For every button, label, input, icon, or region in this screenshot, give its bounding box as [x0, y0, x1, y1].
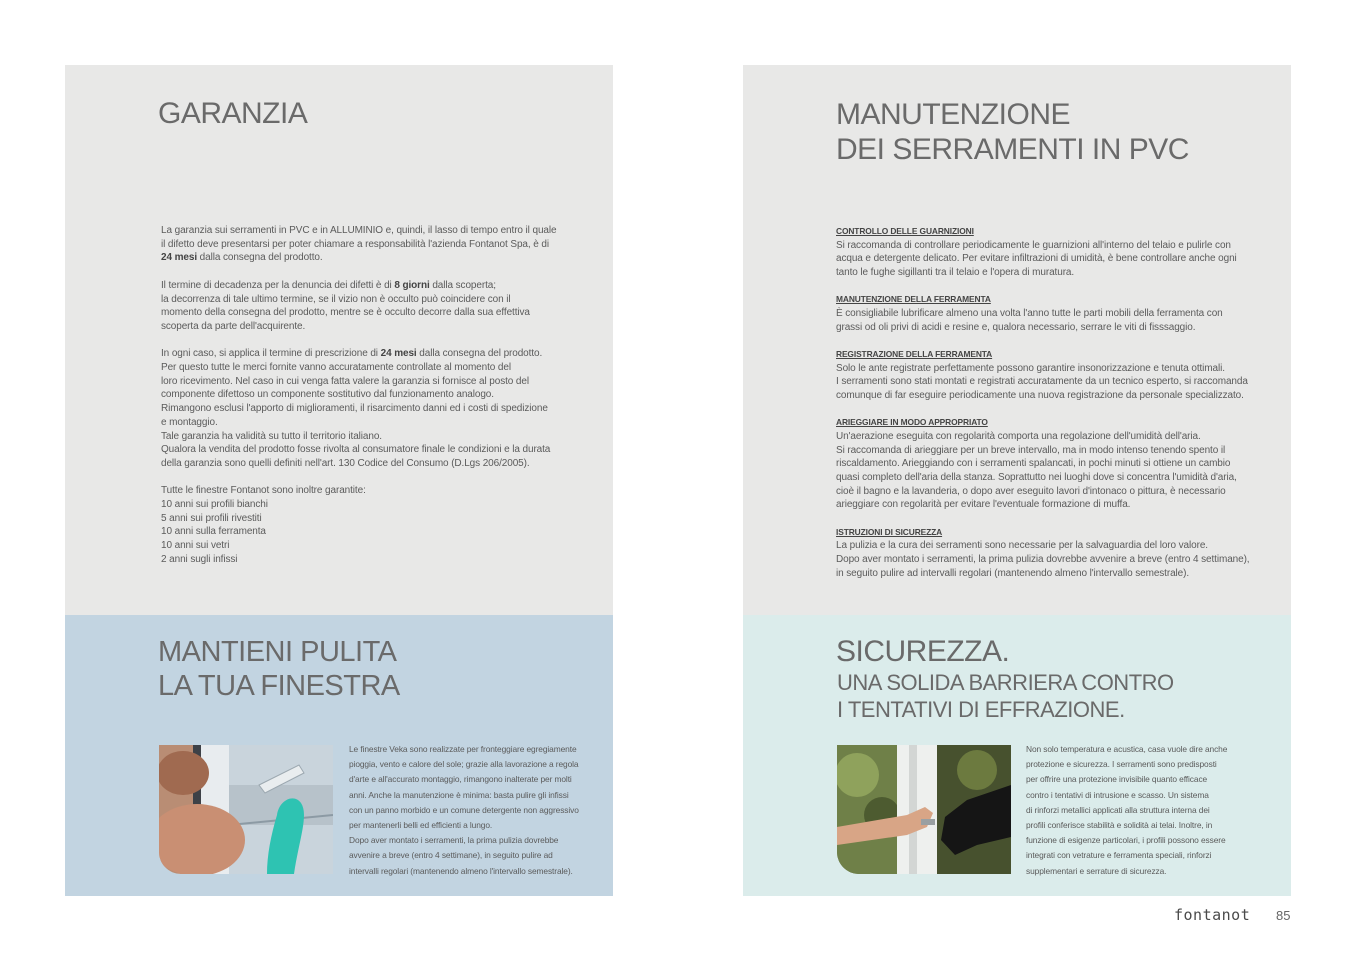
list-item: 10 anni sui profili bianchi: [161, 499, 268, 511]
pulita-panel: [65, 615, 613, 896]
list-item: 2 anni sugli infissi: [161, 553, 238, 565]
sicurezza-panel: [743, 615, 1291, 896]
garanzia-paragraph-1: La garanzia sui serramenti in PVC e in ALLUMINIO e, quindi, il lasso di tempo entro il quale il difetto deve presentarsi per poter chiamare a responsabilità l'azienda Fontanot Spa, è di 24 mesi dalla consegna del prodotto.: [161, 225, 557, 264]
list-item: 5 anni sui profili rivestiti: [161, 512, 262, 524]
pulita-body: Le finestre Veka sono realizzate per fronteggiare egregiamente pioggia, vento e calore del sole; grazie alla lavorazione a regola d'arte e all'accurato montaggio, rimangono inalterate per molti anni. Anche la manutenzione è minima: basta pulire gli infissi con un panno morbido e un comune detergente non aggressivo per mantenerli belli ed efficienti a lungo. Dopo aver montato i serramenti, la prima pulizia dovrebbe avvenire a breve (entro 4 settimane), in seguito pulire ad intervalli regolari (mantenendo almeno l'intervallo semestrale).: [349, 744, 579, 876]
fontanot-logo: fontanot: [1174, 906, 1251, 924]
section-heading: ISTRUZIONI DI SICUREZZA: [836, 526, 943, 537]
sicurezza-title: SICUREZZA.: [836, 635, 1010, 668]
section-arieggiare: ARIEGGIARE IN MODO APPROPRIATO Un'aerazione eseguita con regolarità comporta una regolazione dell'umidità dell'aria. Si raccomanda di arieggiare per un breve intervallo, ma in modo intenso tenendo spento il riscaldamento. Arieggiando con i serramenti spalancati, in pochi minuti si ottiene un cambio quasi completo dell'aria della stanza. Soprattutto nei luoghi dove si concentra l'umidità d'aria, cioè il bagno e la lavanderia, o dopo aver eseguito lavori d'intonaco o pittura, è necessario arieggiare con regolarità per evitare l'eventuale formazione di muffa.: [836, 416, 1249, 512]
list-item: 10 anni sui vetri: [161, 540, 230, 552]
pulita-title: MANTIENI PULITA LA TUA FINESTRA: [158, 636, 400, 702]
section-manutenzione-ferramenta: MANUTENZIONE DELLA FERRAMENTA È consigliabile lubrificare almeno una volta l'anno tutte le parti mobili della ferramenta con grassi od oli privi di acidi e resine e, qualora necessario, serrare le viti di fisssaggio.: [836, 293, 1249, 334]
section-heading: REGISTRAZIONE DELLA FERRAMENTA: [836, 348, 993, 359]
manutenzione-body: [836, 225, 1249, 594]
manutenzione-title: MANUTENZIONE DEI SERRAMENTI IN PVC: [836, 98, 1189, 166]
list-item: 10 anni sulla ferramenta: [161, 526, 266, 538]
section-heading: CONTROLLO DELLE GUARNIZIONI: [836, 226, 974, 236]
security-image: [837, 745, 1011, 874]
garanzia-paragraph-3: In ogni caso, si applica il termine di prescrizione di 24 mesi dalla consegna del prodotto. Per questo tutte le merci fornite vanno accuratamente controllate al momento del loro ricevimento. Nel caso in cui venga fatta valere la garanzia si fornisce al posto del componente difettoso un componente sostitutivo dal funzionamento analogo. Rimangono esclusi l'apporto di miglioramenti, il risarcimento danni ed i costi di spedizione e montaggio. Tale garanzia ha validità su tutto il territorio italiano. Qualora la vendita del prodotto fosse rivolta al consumatore finale le condizioni e la durata della garanzia sono quelli definiti nell'art. 130 Codice del Consumo (D.Lgs 206/2005).: [161, 348, 551, 469]
section-guarnizioni: CONTROLLO DELLE GUARNIZIONI Si raccomanda di controllare periodicamente le guarnizioni all'interno del telaio e pulirle con acqua e detergente delicato. Per evitare infiltrazioni di umidità, è bene controllare anche ogni tanto le fughe sigillanti tra il telaio e l'opera di muratura.: [836, 225, 1249, 280]
security-photo: [837, 745, 1011, 874]
garanzia-list: Tutte le finestre Fontanot sono inoltre garantite: 10 anni sui profili bianchi 5 anni sui profili rivestiti 10 anni sulla ferramenta 10 anni sui vetri 2 anni sugli infissi: [161, 484, 556, 566]
sicurezza-subtitle: UNA SOLIDA BARRIERA CONTRO I TENTATIVI DI EFFRAZIONE.: [837, 670, 1174, 722]
sicurezza-body: Non solo temperatura e acustica, casa vuole dire anche protezione e sicurezza. I serramenti sono predisposti per offrire una protezione invisibile quanto efficace contro i tentativi di intrusione e scasso. Un sistema di rinforzi metallici applicati alla struttura interna dei profili conferisce stabilità e solidità ai telai. Inoltre, in funzione di esigenze particolari, i profili possono essere integrati con vetrature e ferramenta speciali, rinforzi supplementari e serrature di sicurezza.: [1026, 744, 1228, 876]
garanzia-title: GARANZIA: [158, 97, 308, 130]
garanzia-paragraph-2: Il termine di decadenza per la denuncia dei difetti è di 8 giorni dalla scoperta; la decorrenza di tale ultimo termine, se il vizio non è occulto può coincidere con il momento della consegna del prodotto, mentre se è occulto decorre dalla sua effettiva scoperta da parte dell'acquirente.: [161, 279, 530, 332]
garanzia-body: [161, 224, 556, 580]
section-sicurezza: ISTRUZIONI DI SICUREZZA La pulizia e la cura dei serramenti sono necessarie per la salvaguardia del loro valore. Dopo aver montato i serramenti, la prima pulizia dovrebbe avvenire a breve (entro 4 settimane), in seguito pulire ad intervalli regolari (mantenendo almeno l'intervallo semestrale).: [836, 526, 1250, 579]
garanzia-panel: [65, 65, 613, 615]
manutenzione-panel: [743, 65, 1291, 615]
section-registrazione-ferramenta: REGISTRAZIONE DELLA FERRAMENTA Solo le ante registrate perfettamente possono garantire insonorizzazione e tenuta ottimali. I serramenti sono stati montati e registrati accuratamente da un tecnico esperto, si raccomanda comunque di far eseguire periodicamente una nuova registrazione da personale specializzato.: [836, 348, 1248, 402]
cleaning-image: [159, 745, 333, 874]
section-heading: MANUTENZIONE DELLA FERRAMENTA: [836, 294, 991, 305]
section-heading: ARIEGGIARE IN MODO APPROPRIATO: [836, 417, 988, 428]
page-number: 85: [1276, 908, 1291, 923]
window-cleaning-photo: [159, 745, 333, 874]
